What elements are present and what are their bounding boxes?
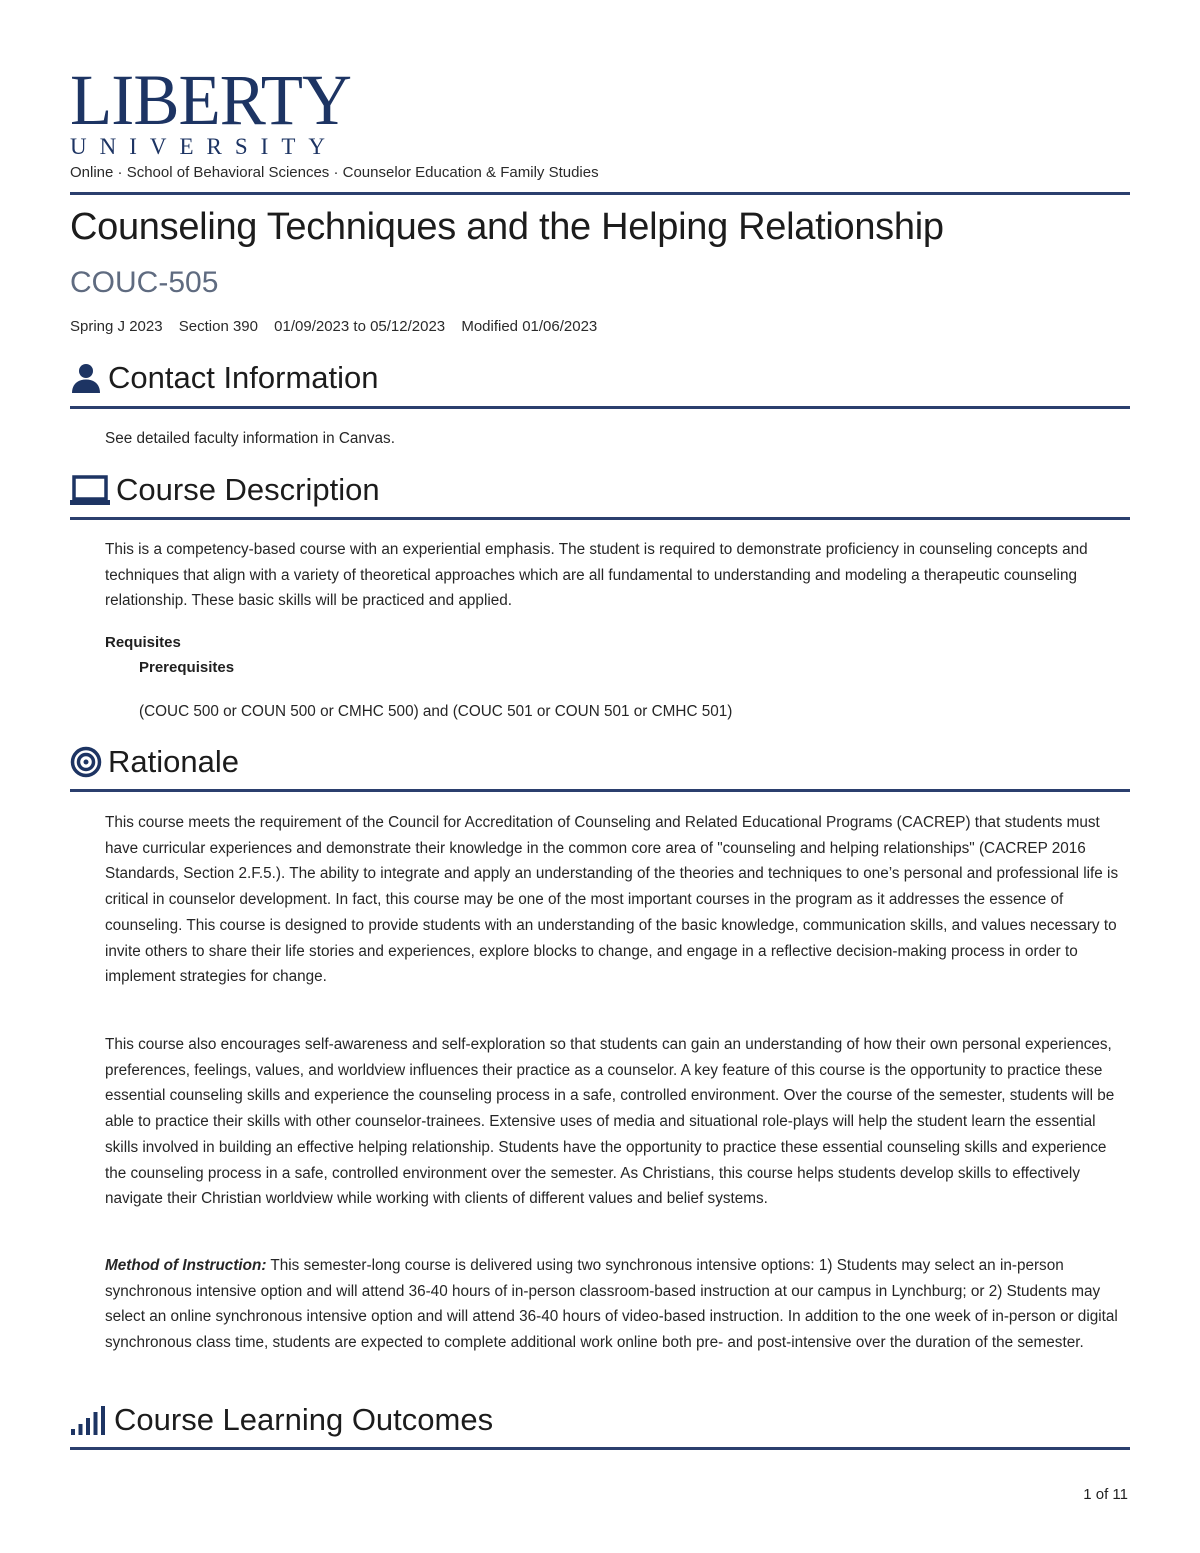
- contact-text: See detailed faculty information in Canvas.: [105, 430, 395, 447]
- contact-heading: Contact Information: [108, 360, 379, 395]
- method-label: Method of Instruction:: [105, 1257, 267, 1274]
- logo-wordmark: LIBERTY: [70, 60, 351, 140]
- section-heading-outcomes: [70, 1402, 493, 1438]
- rationale-divider: [70, 789, 1130, 792]
- course-code: COUC-505: [70, 266, 219, 299]
- rationale-paragraph-1: This course meets the requirement of the Council for Accreditation of Counseling and Related Educational Programs (CACREP) that students must have curricular experiences and demonstrate their knowledge in the common core area of "counseling and helping relationships" (CACREP 2016 Standards, Section 2.F.5.). The ability to integrate and apply an understanding of the theories and techniques to one’s personal and professional life is critical in counselor development. In fact, this course may be one of the most important courses in the program as it addresses the essence of counseling. This course is designed to provide students with an understanding of the basic knowledge, communication skills, and values necessary to invite others to share their life stories and experiences, explore blocks to change, and engage in a reflective decision-making process in order to implement strategies for change.: [105, 814, 1119, 986]
- outcomes-divider: [70, 1447, 1130, 1450]
- requisites-label: Requisites: [105, 634, 181, 651]
- course-title: Counseling Techniques and the Helping Relationship: [70, 206, 944, 248]
- method-text: This semester-long course is delivered using two synchronous intensive options: 1) Students may select an in-person synchronous intensive option and will attend 36-40 hours of in-person classroom-based instruction at our campus in Lynchburg; or 2) Students may select an online synchronous intensive option and will attend 36-40 hours of video-based instruction. In addition to the one week of in-person or digital synchronous class time, students are expected to complete additional work online both pre- and post-intensive over the duration of the semester.: [105, 1257, 1118, 1352]
- section-heading-contact: [70, 360, 379, 396]
- page-number: 1 of 11: [1083, 1486, 1128, 1503]
- outcomes-heading: Course Learning Outcomes: [114, 1402, 494, 1437]
- logo-subtitle: UNIVERSITY: [70, 134, 338, 159]
- section-heading-description: [70, 472, 380, 508]
- rationale-paragraph-2: This course also encourages self-awareness and self-exploration so that students can gain an understanding of how their own personal experiences, preferences, feelings, values, and worldview influences their practice as a counselor. A key feature of this course is the opportunity to practice these essential counseling skills and experience the counseling process in a safe, controlled environment. Over the course of the semester, students will be able to practice their skills with other counselor-trainees. Extensive uses of media and situational role-plays will help the student learn the essential skills involved in building an effective helping relationship. Students have the opportunity to practice these essential counseling skills and experience the counseling process in a safe, controlled environment over the semester. As Christians, this course helps students develop skills to effectively navigate their Christian worldview while working with clients of different values and belief systems.: [105, 1036, 1115, 1208]
- department-breadcrumb: Online · School of Behavioral Sciences · Counselor Education & Family Studies: [70, 164, 599, 181]
- laptop-icon: [70, 474, 110, 506]
- section-heading-rationale: [70, 744, 239, 780]
- header-divider: [70, 192, 1130, 195]
- description-heading: Course Description: [116, 472, 380, 507]
- person-icon: [70, 362, 102, 394]
- description-divider: [70, 517, 1130, 520]
- bar-chart-icon: [70, 1404, 108, 1436]
- liberty-university-logo: [70, 60, 370, 160]
- contact-divider: [70, 406, 1130, 409]
- method-of-instruction: [105, 1253, 1125, 1356]
- description-text: This is a competency-based course with an experiential emphasis. The student is required to demonstrate proficiency in counseling concepts and techniques that align with a variety of theoretical approaches which are all fundamental to understanding and modeling a therapeutic counseling relationship. These basic skills will be practiced and applied.: [105, 541, 1088, 610]
- prerequisites-label: Prerequisites: [139, 659, 235, 676]
- course-section: Section 390: [178, 318, 258, 335]
- course-term: Spring J 2023: [70, 318, 163, 335]
- course-meta: [70, 318, 609, 335]
- rationale-heading: Rationale: [108, 744, 239, 779]
- target-icon: [70, 746, 102, 778]
- course-dates: 01/09/2023 to 05/12/2023: [274, 318, 446, 335]
- prerequisites-text: (COUC 500 or COUN 500 or CMHC 500) and (COUC 501 or COUN 501 or CMHC 501): [139, 703, 733, 720]
- course-modified: Modified 01/06/2023: [461, 318, 598, 335]
